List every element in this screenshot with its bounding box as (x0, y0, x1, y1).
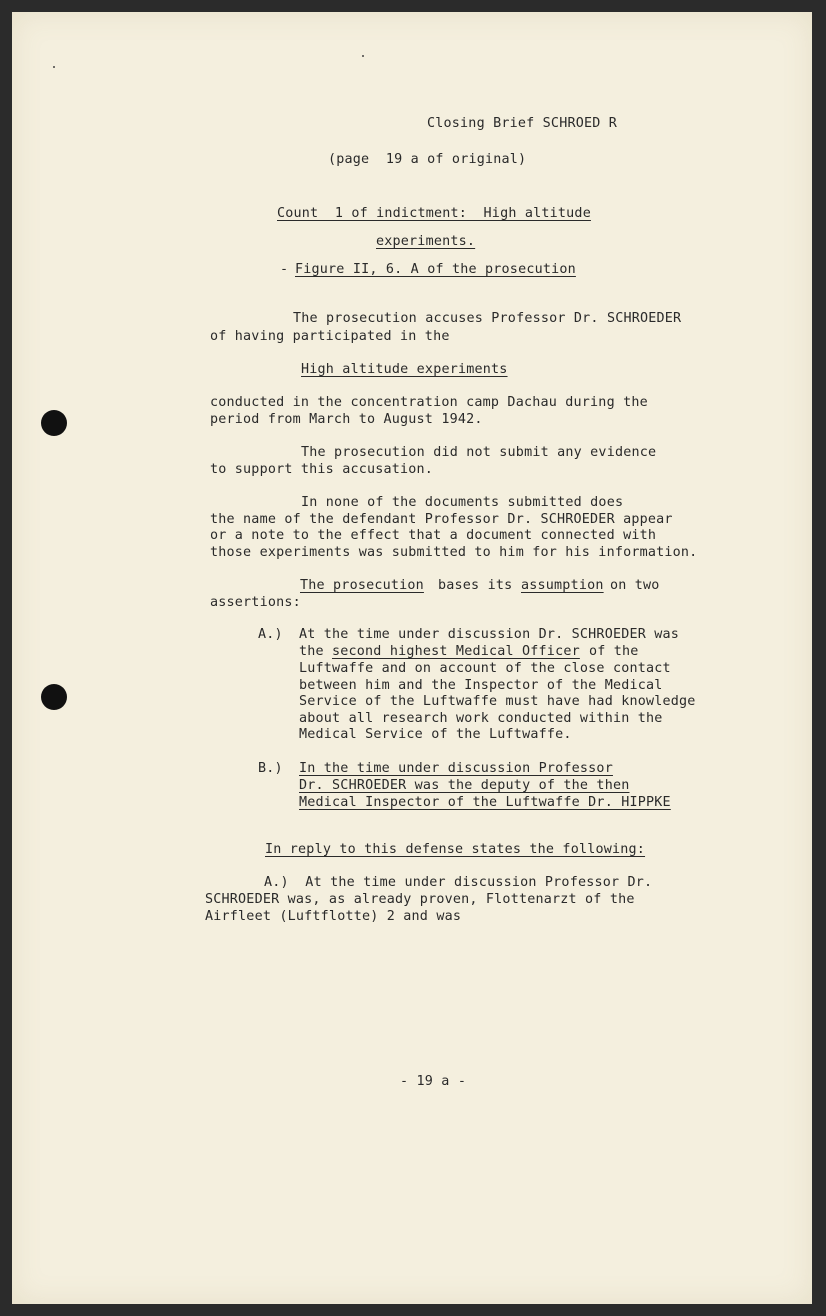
para5-prosecution: The prosecution (300, 578, 424, 593)
item-a-line-4: between him and the Inspector of the Medical (299, 678, 663, 693)
para5-assertions: assertions: (210, 595, 301, 610)
para5-bases-its: bases its (438, 578, 513, 593)
item-a-line-7: Medical Service of the Luftwaffe. (299, 727, 572, 742)
reply-a-line-2: SCHROEDER was, as already proven, Flottenarzt of the (205, 892, 635, 907)
heading-line-3: Figure II, 6. A of the prosecution (295, 262, 576, 277)
item-a-line-5: Service of the Luftwaffe must have had knowledge (299, 694, 696, 709)
heading-line-1: Count 1 of indictment: High altitude (277, 206, 591, 221)
para5-on-two: on two (610, 578, 660, 593)
para5-assumption: assumption (521, 578, 604, 593)
item-b-line-1: In the time under discussion Professor (299, 761, 613, 776)
paper-speck (53, 66, 55, 68)
para2-line-1: conducted in the concentration camp Dachau during the (210, 395, 648, 410)
item-a-line-6: about all research work conducted within the (299, 711, 663, 726)
punch-hole (41, 684, 67, 710)
item-b-line-3: Medical Inspector of the Luftwaffe Dr. HIPPKE (299, 795, 671, 810)
para1-emphasis: High altitude experiments (301, 362, 508, 377)
item-b-line-2: Dr. SCHROEDER was the deputy of the then (299, 778, 630, 793)
heading-dash: - (280, 262, 289, 277)
reply-heading: In reply to this defense states the following: (265, 842, 646, 857)
para4-line-2: the name of the defendant Professor Dr. SCHROEDER appear (210, 512, 673, 527)
para3-line-1: The prosecution did not submit any evidence (301, 445, 657, 460)
paper-speck (362, 55, 364, 57)
reply-a-line-3: Airfleet (Luftflotte) 2 and was (205, 909, 462, 924)
item-a-label: A.) (258, 627, 283, 642)
para1-line-1: The prosecution accuses Professor Dr. SCHROEDER (293, 311, 682, 326)
para1-line-2: of having participated in the (210, 329, 450, 344)
page-reference: (page 19 a of original) (328, 152, 527, 167)
item-a-line-3: Luftwaffe and on account of the close contact (299, 661, 671, 676)
para4-line-3: or a note to the effect that a document connected with (210, 528, 657, 543)
item-a-line-2a: the (299, 644, 324, 659)
para2-line-2: period from March to August 1942. (210, 412, 483, 427)
para4-line-1: In none of the documents submitted does (301, 495, 624, 510)
document-page (12, 12, 812, 1304)
reply-a-line-1: A.) At the time under discussion Professor Dr. (264, 875, 653, 890)
page-number: - 19 a - (400, 1074, 467, 1089)
item-b-label: B.) (258, 761, 283, 776)
item-a-line-2c: of the (589, 644, 639, 659)
punch-hole (41, 410, 67, 436)
para3-line-2: to support this accusation. (210, 462, 434, 477)
item-a-line-1: At the time under discussion Dr. SCHROEDER was (299, 627, 680, 642)
item-a-line-2-emph: second highest Medical Officer (332, 644, 580, 659)
doc-title: Closing Brief SCHROED R (427, 116, 618, 131)
heading-line-2: experiments. (376, 234, 476, 249)
para4-line-4: those experiments was submitted to him for his information. (210, 545, 698, 560)
